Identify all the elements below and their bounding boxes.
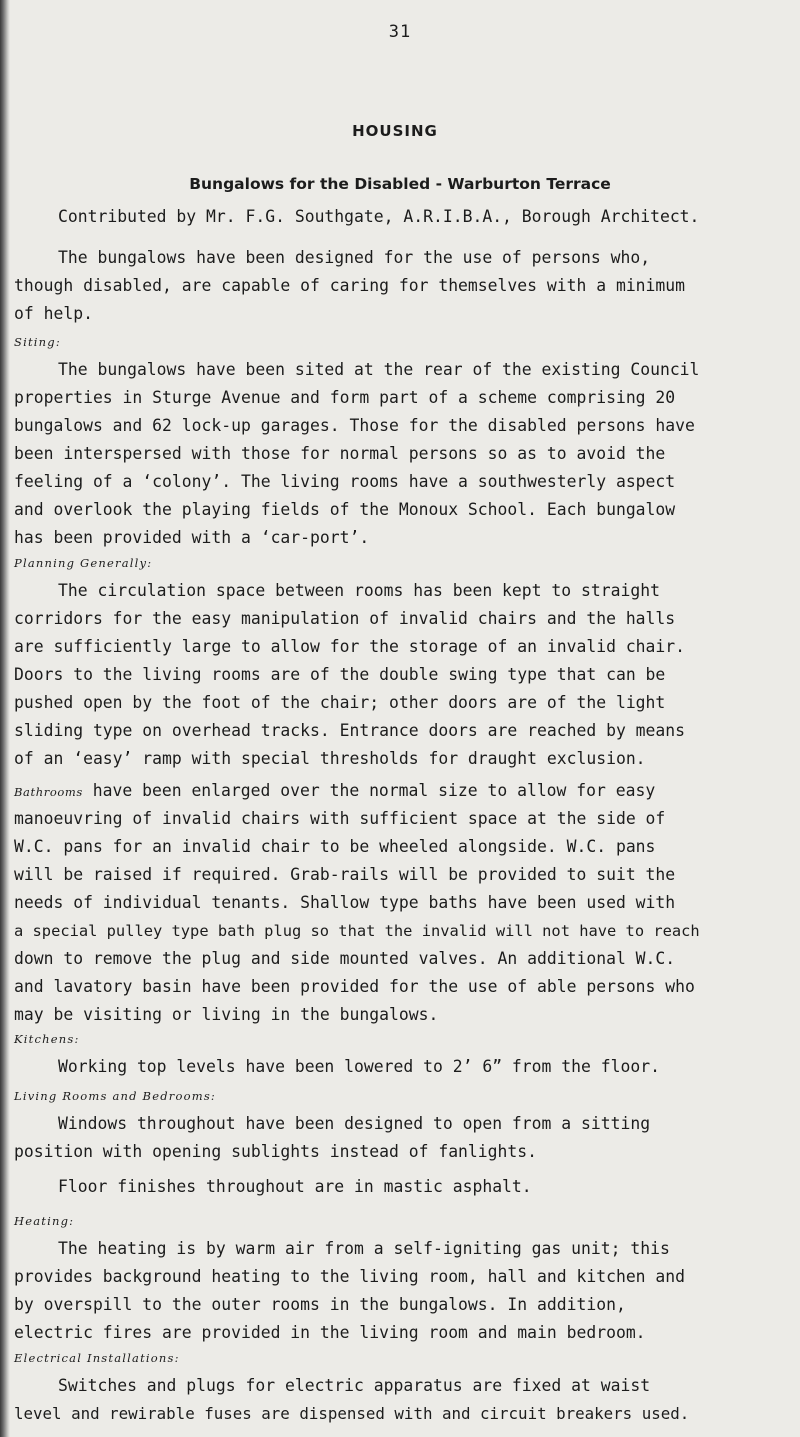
text-line: are sufficiently large to allow for the storage of an invalid chair. <box>14 637 686 656</box>
text-line: Working top levels have been lowered to 2’ 6” from the floor. <box>58 1057 660 1076</box>
electrical-heading: Electrical Installations: <box>14 1351 180 1365</box>
bathrooms-heading: Bathrooms <box>14 785 83 799</box>
siting-paragraph <box>14 356 794 552</box>
text-line: level and rewirable fuses are dispensed with and circuit breakers used. <box>14 1404 690 1423</box>
text-line: electric fires are provided in the living room and main bedroom. <box>14 1323 646 1342</box>
intro-paragraph <box>14 203 794 231</box>
text-line: The heating is by warm air from a self-igniting gas unit; this <box>58 1239 670 1258</box>
living-rooms-paragraph <box>14 1110 794 1166</box>
text-line: been interspersed with those for normal persons so as to avoid the <box>14 444 666 463</box>
page-number: 31 <box>388 22 412 42</box>
text-line: Switches and plugs for electric apparatus are fixed at waist <box>58 1376 651 1395</box>
planning-paragraph <box>14 577 794 773</box>
text-line: of help. <box>14 304 93 323</box>
text-line: sliding type on overhead tracks. Entrance doors are reached by means <box>14 721 686 740</box>
text-line: feeling of a ‘colony’. The living rooms have a southwesterly aspect <box>14 472 676 491</box>
page-binding-edge <box>0 0 10 1437</box>
text-line: of an ‘easy’ ramp with special thresholds for draught exclusion. <box>14 749 646 768</box>
text-line: provides background heating to the living room, hall and kitchen and <box>14 1267 686 1286</box>
text-line: The circulation space between rooms has been kept to straight <box>58 581 660 600</box>
text-line: Windows throughout have been designed to open from a sitting <box>58 1114 651 1133</box>
text-line: by overspill to the outer rooms in the bungalows. In addition, <box>14 1295 626 1314</box>
text-line: and overlook the playing fields of the Monoux School. Each bungalow <box>14 500 676 519</box>
planning-heading: Planning Generally: <box>14 556 153 570</box>
heating-heading: Heating: <box>14 1214 75 1228</box>
text-line: Doors to the living rooms are of the double swing type that can be <box>14 665 666 684</box>
floor-finishes-paragraph <box>14 1173 794 1201</box>
text-line: corridors for the easy manipulation of invalid chairs and the halls <box>14 609 676 628</box>
text-line: may be visiting or living in the bungalows. <box>14 1005 439 1024</box>
heating-paragraph <box>14 1235 794 1347</box>
text-line: The bungalows have been designed for the use of persons who, <box>58 248 651 267</box>
contributor-line: Contributed by Mr. F.G. Southgate, A.R.I.B.A., Borough Architect. <box>58 207 700 226</box>
text-line: The bungalows have been sited at the rear of the existing Council <box>58 360 700 379</box>
kitchens-heading: Kitchens: <box>14 1032 80 1046</box>
text-line: bungalows and 62 lock-up garages. Those for the disabled persons have <box>14 416 695 435</box>
text-line: Floor finishes throughout are in mastic asphalt. <box>58 1177 532 1196</box>
text-line: will be raised if required. Grab-rails will be provided to suit the <box>14 865 676 884</box>
text-line: a special pulley type bath plug so that the invalid will not have to reach <box>14 922 700 940</box>
text-line: W.C. pans for an invalid chair to be wheeled alongside. W.C. pans <box>14 837 656 856</box>
text-line: and lavatory basin have been provided for the use of able persons who <box>14 977 695 996</box>
electrical-paragraph <box>14 1372 794 1428</box>
text-line: manoeuvring of invalid chairs with sufficient space at the side of <box>14 809 666 828</box>
text-line: needs of individual tenants. Shallow type baths have been used with <box>14 893 676 912</box>
text-line: down to remove the plug and side mounted valves. An additional W.C. <box>14 949 676 968</box>
text-line: properties in Sturge Avenue and form part of a scheme comprising 20 <box>14 388 676 407</box>
bathrooms-first-line <box>14 777 794 805</box>
intro-text <box>14 244 794 328</box>
article-subtitle: Bungalows for the Disabled - Warburton Terrace <box>189 175 611 193</box>
kitchens-paragraph <box>14 1053 794 1081</box>
section-title: HOUSING <box>352 122 438 140</box>
text-line: have been enlarged over the normal size to allow for easy <box>82 781 656 800</box>
text-line: position with opening sublights instead of fanlights. <box>14 1142 538 1161</box>
living-rooms-heading: Living Rooms and Bedrooms: <box>14 1089 217 1103</box>
text-line: has been provided with a ‘car-port’. <box>14 528 370 547</box>
bathrooms-paragraph <box>14 777 794 1029</box>
text-line: pushed open by the foot of the chair; other doors are of the light <box>14 693 666 712</box>
text-line: though disabled, are capable of caring for themselves with a minimum <box>14 276 686 295</box>
siting-heading: Siting: <box>14 335 61 349</box>
